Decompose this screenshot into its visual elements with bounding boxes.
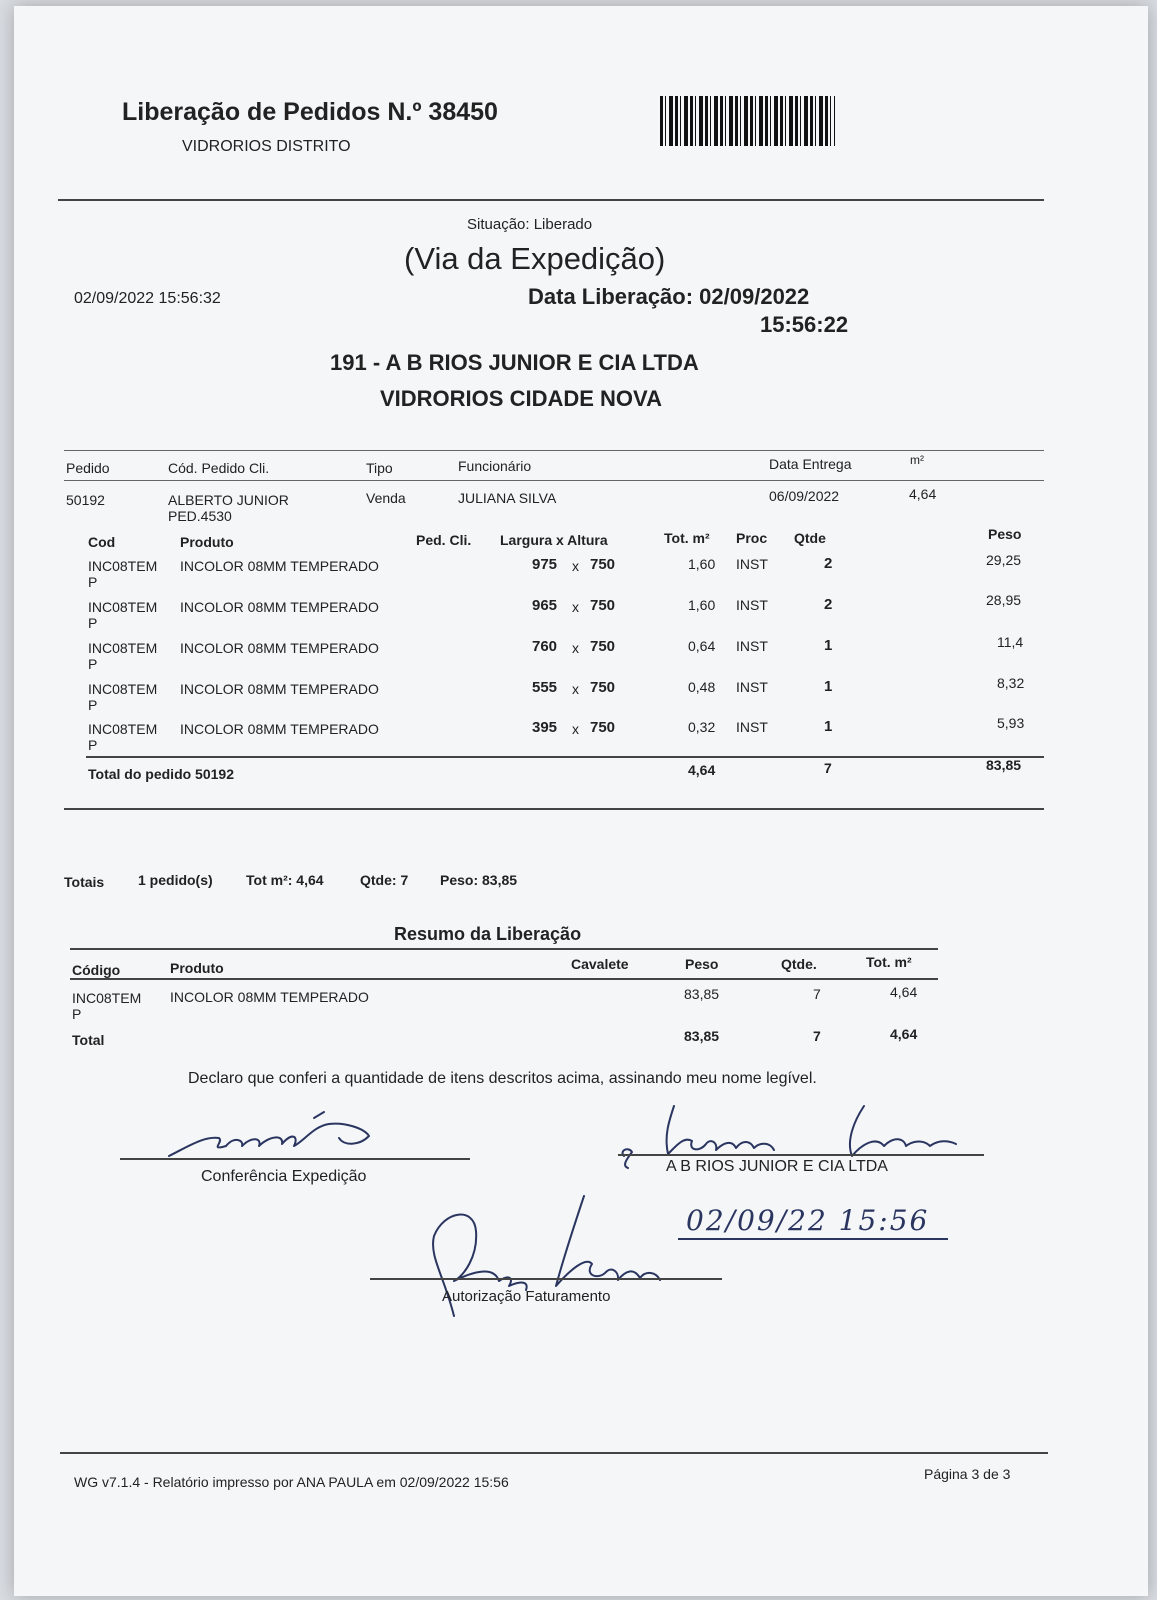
summary-row-qtde: 7: [813, 986, 821, 1002]
row-qtde: 1: [824, 678, 833, 695]
row-produto: INCOLOR 08MM TEMPERADO: [180, 558, 379, 574]
summary-col-produto: Produto: [170, 960, 224, 976]
client-line: 191 - A B RIOS JUNIOR E CIA LTDA: [330, 350, 699, 375]
summary-total-qtde: 7: [813, 1028, 821, 1044]
row-qtde: 1: [824, 718, 833, 735]
order-total-m2: 4,64: [688, 762, 716, 778]
row-proc: INST: [736, 638, 768, 654]
summary-top-line: [70, 948, 938, 950]
col-funcionario: Funcionário: [458, 458, 532, 474]
totals-peso: Peso: 83,85: [440, 872, 518, 888]
row-altura: 750: [590, 679, 616, 696]
summary-row-produto: INCOLOR 08MM TEMPERADO: [170, 989, 369, 1005]
summary-row-peso: 83,85: [684, 986, 720, 1002]
row-produto: INCOLOR 08MM TEMPERADO: [180, 599, 379, 615]
totals-m2: Tot m²: 4,64: [246, 872, 324, 888]
row-peso: 29,25: [986, 552, 1022, 568]
items-col-qtde: Qtde: [794, 530, 826, 546]
row-cod: INC08TEM: [88, 599, 158, 615]
summary-title: Resumo da Liberação: [394, 924, 582, 944]
order-total-label: Total do pedido 50192: [88, 766, 234, 782]
col-pedido: Pedido: [66, 460, 110, 476]
row-cod: INC08TEM: [88, 681, 158, 697]
order-funcionario: JULIANA SILVA: [458, 490, 557, 506]
row-x: x: [572, 681, 579, 697]
summary-col-tot-m2: Tot. m²: [866, 954, 912, 970]
company-name: VIDRORIOS DISTRITO: [182, 138, 351, 155]
row-x: x: [572, 721, 579, 737]
row-altura: 750: [590, 556, 616, 573]
row-cod-2: P: [88, 656, 98, 672]
row-proc: INST: [736, 556, 768, 572]
row-proc: INST: [736, 679, 768, 695]
copy-label: (Via da Expedição): [404, 241, 666, 276]
row-largura: 760: [532, 638, 558, 655]
summary-row-codigo-2: P: [72, 1006, 82, 1022]
row-qtde: 1: [824, 637, 833, 654]
order-m2: 4,64: [909, 486, 937, 502]
row-largura: 965: [532, 597, 558, 614]
row-x: x: [572, 640, 579, 656]
row-proc: INST: [736, 719, 768, 735]
order-total-qtde: 7: [824, 760, 832, 776]
handwritten-date-underline: [678, 1238, 948, 1240]
client-line: [618, 1154, 984, 1156]
header-divider: [58, 199, 1044, 201]
totals-qtde: Qtde: 7: [360, 872, 409, 888]
report-info: WG v7.1.4 - Relatório impresso por ANA PAULA em 02/09/2022 15:56: [74, 1474, 509, 1490]
row-largura: 975: [532, 556, 558, 573]
order-pedido: 50192: [66, 492, 105, 508]
situation-status: Situação: Liberado: [467, 216, 593, 233]
items-col-tot-m2: Tot. m²: [664, 530, 710, 546]
page-number: Página 3 de 3: [924, 1466, 1011, 1482]
totals-pedidos: 1 pedido(s): [138, 872, 213, 888]
order-header-bottom-line: [64, 480, 1044, 481]
items-col-ped-cli: Ped. Cli.: [416, 532, 472, 548]
row-cod: INC08TEM: [88, 721, 158, 737]
release-date: Data Liberação: 02/09/2022: [528, 284, 810, 309]
summary-col-qtde: Qtde.: [781, 956, 817, 972]
summary-row-codigo: INC08TEM: [72, 990, 142, 1006]
row-tot-m2: 0,32: [688, 719, 716, 735]
summary-col-peso: Peso: [685, 956, 719, 972]
col-data-entrega: Data Entrega: [769, 456, 852, 472]
row-tot-m2: 1,60: [688, 597, 716, 613]
autorizacao-signature: [414, 1186, 674, 1326]
summary-row-tot-m2: 4,64: [890, 984, 918, 1000]
document-title: Liberação de Pedidos N.º 38450: [122, 98, 498, 126]
col-cod-pedido-cli: Cód. Pedido Cli.: [168, 460, 270, 476]
row-cod-2: P: [88, 737, 98, 753]
row-peso: 5,93: [997, 715, 1025, 731]
summary-col-codigo: Código: [72, 962, 121, 978]
order-header-top-line: [64, 450, 1044, 451]
row-x: x: [572, 558, 579, 574]
handwritten-date: 02/09/22 15:56: [686, 1204, 930, 1237]
barcode-image: [660, 96, 835, 146]
col-m2: m²: [910, 453, 924, 467]
autorizacao-label: Autorização Faturamento: [442, 1288, 611, 1305]
conferencia-label: Conferência Expedição: [201, 1168, 367, 1185]
row-tot-m2: 0,64: [688, 638, 716, 654]
row-x: x: [572, 599, 579, 615]
items-col-produto: Produto: [180, 534, 234, 550]
row-cod-2: P: [88, 574, 98, 590]
row-cod: INC08TEM: [88, 558, 158, 574]
items-col-cod: Cod: [88, 534, 116, 550]
row-altura: 750: [590, 638, 616, 655]
row-proc: INST: [736, 597, 768, 613]
row-produto: INCOLOR 08MM TEMPERADO: [180, 681, 379, 697]
row-altura: 750: [590, 719, 616, 736]
summary-header-line: [70, 978, 938, 980]
summary-total-label: Total: [72, 1032, 105, 1048]
row-peso: 8,32: [997, 675, 1025, 691]
row-largura: 395: [532, 719, 558, 736]
order-data-entrega: 06/09/2022: [769, 488, 840, 504]
items-total-line: [86, 756, 1044, 758]
row-produto: INCOLOR 08MM TEMPERADO: [180, 721, 379, 737]
items-col-proc: Proc: [736, 530, 768, 546]
row-largura: 555: [532, 679, 558, 696]
order-end-line: [64, 808, 1044, 810]
row-cod-2: P: [88, 697, 98, 713]
row-qtde: 2: [824, 596, 833, 613]
order-tipo: Venda: [366, 490, 406, 506]
autorizacao-line: [370, 1278, 722, 1280]
order-cod-cli: ALBERTO JUNIOR: [168, 492, 289, 508]
row-produto: INCOLOR 08MM TEMPERADO: [180, 640, 379, 656]
row-cod-2: P: [88, 615, 98, 631]
declaration-text: Declaro que conferi a quantidade de itens descritos acima, assinando meu nome legível.: [188, 1070, 817, 1087]
summary-total-peso: 83,85: [684, 1028, 720, 1044]
printed-at: 02/09/2022 15:56:32: [74, 290, 221, 307]
conferencia-signature: [164, 1106, 394, 1166]
conferencia-line: [120, 1158, 470, 1160]
row-qtde: 2: [824, 555, 833, 572]
client-signature-label: A B RIOS JUNIOR E CIA LTDA: [666, 1158, 888, 1175]
footer-line: [60, 1452, 1048, 1454]
row-peso: 11,4: [997, 634, 1024, 650]
row-tot-m2: 0,48: [688, 679, 716, 695]
col-tipo: Tipo: [366, 460, 393, 476]
row-tot-m2: 1,60: [688, 556, 716, 572]
order-total-peso: 83,85: [986, 757, 1022, 773]
row-cod: INC08TEM: [88, 640, 158, 656]
totals-label: Totais: [64, 874, 105, 890]
items-col-peso: Peso: [988, 526, 1022, 542]
release-time: 15:56:22: [760, 312, 849, 337]
order-cod-cli-2: PED.4530: [168, 508, 232, 524]
items-col-dims: Largura x Altura: [500, 532, 608, 548]
summary-col-cavalete: Cavalete: [571, 956, 629, 972]
document-page: [14, 6, 1148, 1596]
row-altura: 750: [590, 597, 616, 614]
row-peso: 28,95: [986, 592, 1022, 608]
client-name: VIDRORIOS CIDADE NOVA: [380, 386, 662, 411]
summary-total-m2: 4,64: [890, 1026, 918, 1042]
